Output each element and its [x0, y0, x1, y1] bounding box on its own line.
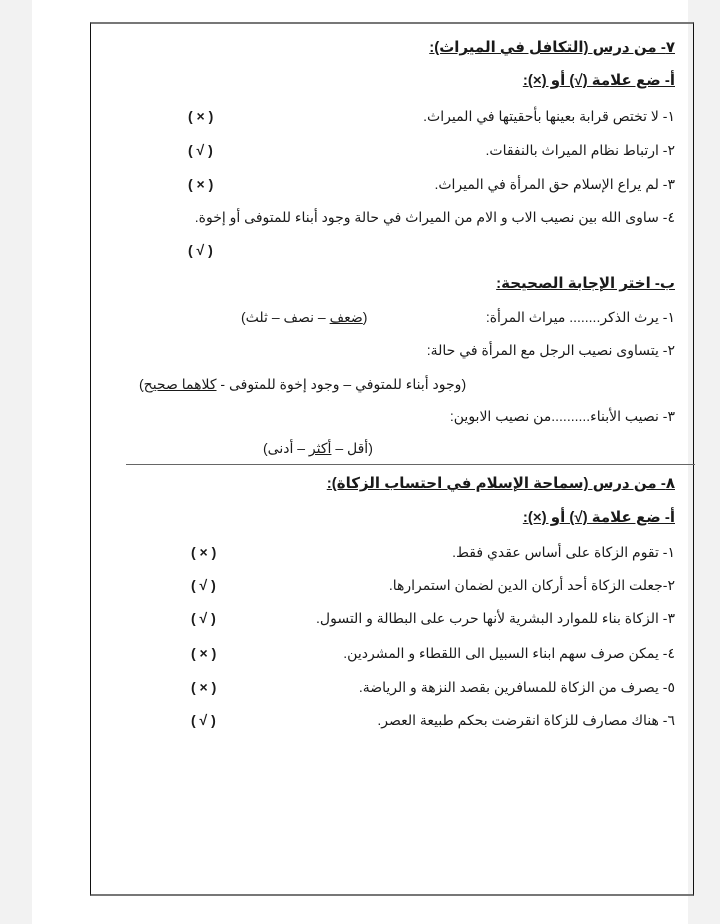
worksheet-frame: [90, 22, 694, 896]
s8a-item-2: ٢-جعلت الزكاة أحد أركان الدين لضمان استمرارها.: [388, 577, 675, 593]
s7b-item-3: ٣- نصيب الأبناء..........من نصيب الابوين:: [449, 408, 675, 424]
s7b-options-1-rest: – نصف – ثلث): [241, 309, 330, 325]
s7b-options-2-prefix: (وجود أبناء للمتوفي – وجود إخوة للمتوفى -: [216, 376, 467, 392]
s7a-mark-3: ( × ): [188, 176, 214, 192]
s8a-item-4: ٤- يمكن صرف سهم ابناء السبيل الى اللقطاء و المشردين.: [343, 645, 675, 661]
s7b-options-1: [241, 307, 367, 327]
section7-title: ٧- من درس (التكافل في الميراث):: [429, 39, 675, 56]
s8a-item-6: ٦- هناك مصارف للزكاة انقرضت بحكم طبيعة العصر.: [377, 712, 675, 728]
s8a-item-1: ١- تقوم الزكاة على أساس عقدي فقط.: [452, 544, 675, 560]
section8-partA-heading: أ- ضع علامة (√) أو (×):: [522, 509, 675, 526]
s7b-answer-2: كلاهما صحيح: [143, 376, 217, 392]
s7a-mark-4: ( √ ): [188, 242, 213, 258]
section-divider: [126, 464, 695, 465]
document-page: [32, 0, 688, 924]
s7a-item-1: ١- لا تختص قرابة بعينها بأحقيتها في الميراث.: [423, 108, 675, 124]
s8a-mark-5: ( × ): [191, 679, 217, 695]
s7a-mark-2: ( √ ): [188, 142, 213, 158]
s8a-mark-1: ( × ): [191, 544, 217, 560]
s7b-answer-3: أكثر: [308, 440, 332, 456]
s8a-mark-3: ( √ ): [191, 610, 216, 626]
s8a-mark-6: ( √ ): [191, 712, 216, 728]
s7b-answer-1: ضعف: [329, 309, 363, 325]
s7b-options-2-suffix: ): [139, 376, 144, 392]
section7-partB-heading: ب- اختر الإجابة الصحيحة:: [496, 275, 675, 292]
s8a-mark-4: ( × ): [191, 645, 217, 661]
s8a-mark-2: ( √ ): [191, 577, 216, 593]
s7a-item-3: ٣- لم يراع الإسلام حق المرأة في الميراث.: [434, 176, 675, 192]
s7b-item-2: ٢- يتساوى نصيب الرجل مع المرأة في حالة:: [426, 342, 675, 358]
section7-partA-heading: أ- ضع علامة (√) أو (×):: [522, 72, 675, 89]
s7a-item-2: ٢- ارتباط نظام الميراث بالنفقات.: [485, 142, 675, 158]
s7b-options-3-suffix: – أدنى): [263, 440, 309, 456]
s7b-item-1: ١- يرث الذكر........ ميراث المرأة:: [485, 309, 675, 325]
s7a-mark-1: ( × ): [188, 108, 214, 124]
s7b-options-2: [139, 374, 466, 394]
s8a-item-3: ٣- الزكاة بناء للموارد البشرية لأنها حرب على البطالة و التسول.: [316, 610, 675, 626]
s7b-options-1-open: (: [362, 309, 368, 325]
s7b-options-3-prefix: (أقل –: [331, 440, 373, 456]
section8-title: ٨- من درس (سماحة الإسلام في احتساب الزكاة):: [326, 475, 675, 492]
s7a-item-4: ٤- ساوى الله بين نصيب الاب و الام من الميراث في حالة وجود أبناء للمتوفى أو إخوة.: [194, 209, 675, 225]
s7b-options-3: [263, 438, 373, 458]
s8a-item-5: ٥- يصرف من الزكاة للمسافرين بقصد النزهة و الرياضة.: [358, 679, 675, 695]
